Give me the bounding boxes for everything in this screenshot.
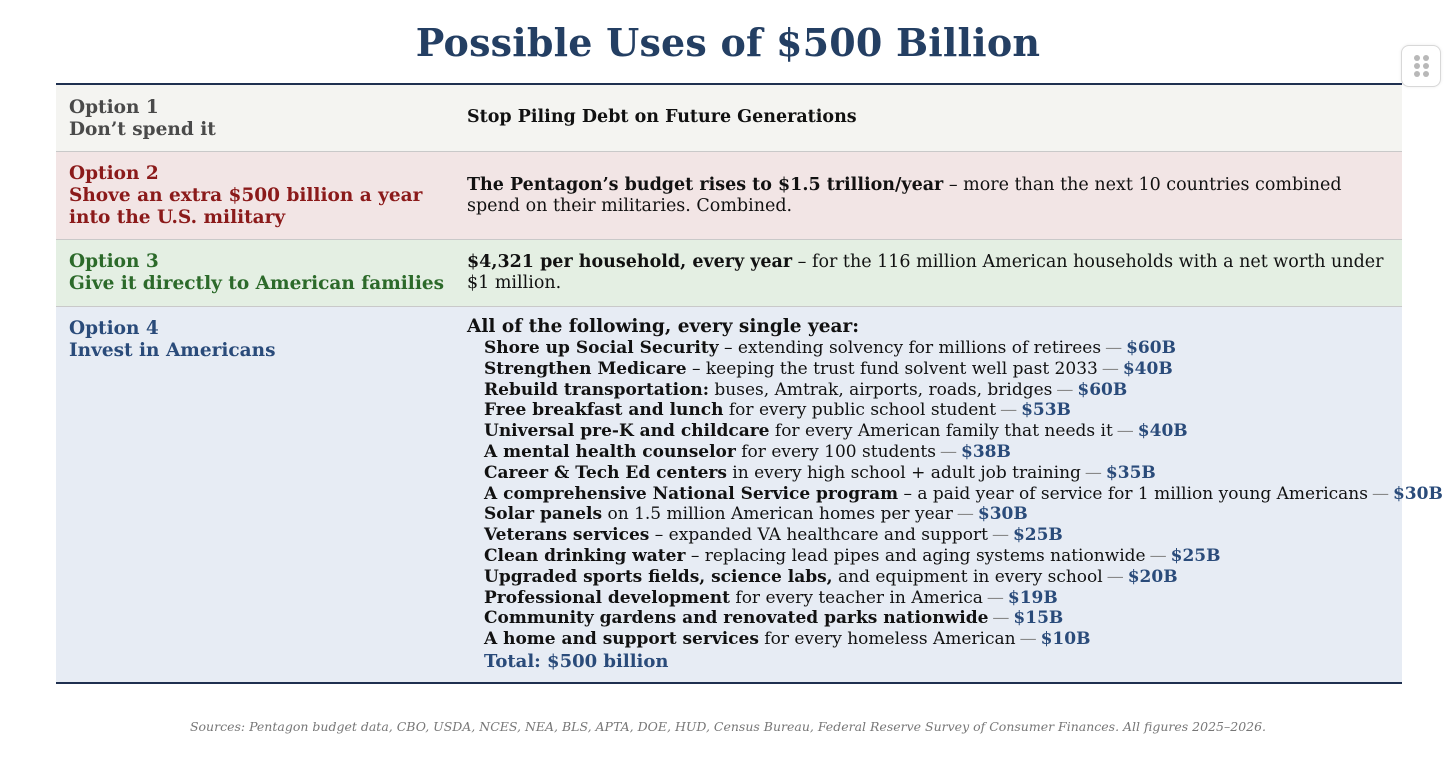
item-detail: for every public school student — [723, 400, 997, 421]
item-title: A home and support services — [484, 629, 759, 650]
option-headline: All of the following, every single year: — [467, 316, 860, 337]
list-item — [484, 588, 1387, 609]
item-amount: $15B — [1013, 608, 1064, 629]
item-title: Career & Tech Ed centers — [484, 462, 727, 483]
option-row-3 — [56, 240, 1402, 307]
item-detail: buses, Amtrak, airports, roads, bridges — [709, 379, 1053, 400]
list-item — [484, 380, 1387, 401]
dash-separator: — — [1056, 379, 1074, 400]
dash-separator: — — [991, 525, 1009, 546]
item-title: Upgraded sports fields, science labs, — [484, 566, 833, 587]
option-label — [69, 97, 216, 141]
item-title: A mental health counselor — [484, 441, 736, 462]
item-title: Strengthen Medicare — [484, 358, 687, 379]
item-detail: – a paid year of service for 1 million young Americans — [898, 483, 1368, 504]
item-detail: on 1.5 million American homes per year — [602, 504, 953, 525]
item-amount: $10B — [1040, 629, 1091, 650]
list-item — [484, 400, 1387, 421]
item-amount: $30B — [1392, 483, 1443, 504]
grid-dots-icon[interactable] — [1401, 45, 1441, 87]
item-detail: for every teacher in America — [730, 587, 983, 608]
option-headline: $4,321 per household, every year — [467, 252, 793, 272]
item-amount: $30B — [977, 504, 1028, 525]
list-item — [484, 608, 1387, 629]
item-detail: in every high school + adult job training — [726, 462, 1081, 483]
page-title: Possible Uses of $500 Billion — [415, 20, 1041, 65]
option-text: – for the 116 million American households with a net worth under $1 million. — [467, 252, 1384, 293]
item-detail: for every American family that needs it — [769, 421, 1113, 442]
dash-separator: — — [1084, 462, 1102, 483]
list-item — [484, 338, 1387, 359]
item-amount: $60B — [1126, 338, 1176, 358]
option-name: Shove an extra $500 billion a year into the U.S. military — [69, 185, 423, 228]
options-table — [56, 83, 1443, 684]
item-detail: and equipment in every school — [832, 566, 1103, 587]
dash-separator: — — [986, 587, 1004, 608]
option-name: Give it directly to American families — [69, 273, 445, 294]
list-item — [484, 442, 1387, 463]
item-amount: $60B — [1077, 379, 1128, 400]
sources-note: Sources: Pentagon budget data, CBO, USDA, NCES, NEA, BLS, APTA, DOE, HUD, Census Bureau, Federal Reserve Survey of Consumer Finances. All figures 2025–2026. — [189, 719, 1267, 734]
item-title: Shore up Social Security — [484, 338, 719, 358]
list-item — [484, 525, 1387, 546]
item-title: Free breakfast and lunch — [484, 400, 724, 421]
item-title: Universal pre-K and childcare — [484, 421, 770, 442]
option-row-4 — [56, 307, 1443, 682]
total-line: Total: $500 billion — [484, 650, 669, 672]
dash-separator: — — [1105, 338, 1123, 358]
dash-separator: — — [939, 441, 957, 462]
item-title: A comprehensive National Service program — [484, 483, 899, 504]
option-text: – more than the next 10 countries combined spend on their militaries. Combined. — [467, 175, 1342, 216]
item-amount: $53B — [1021, 400, 1071, 421]
option-row-2 — [56, 152, 1402, 240]
item-amount: $38B — [960, 441, 1011, 462]
item-amount: $20B — [1127, 566, 1178, 587]
item-detail: for every 100 students — [735, 441, 936, 462]
item-title: Veterans services — [484, 525, 650, 546]
item-detail: for every homeless American — [758, 629, 1016, 650]
option-label — [69, 251, 444, 295]
item-amount: $25B — [1170, 545, 1221, 566]
list-item — [484, 546, 1387, 567]
item-detail: – extending solvency for millions of retirees — [718, 338, 1102, 358]
item-title: Rebuild transportation: — [484, 379, 710, 400]
item-detail: – keeping the trust fund solvent well past 2033 — [686, 358, 1098, 379]
item-amount: $40B — [1137, 421, 1188, 442]
option-name: Don’t spend it — [69, 119, 216, 140]
option-headline: The Pentagon’s budget rises to $1.5 trillion/year — [467, 175, 944, 195]
item-detail: – expanded VA healthcare and support — [649, 525, 988, 546]
dash-separator: — — [956, 504, 974, 525]
item-title: Professional development — [484, 587, 730, 608]
item-amount: $35B — [1105, 462, 1156, 483]
option-headline: Stop Piling Debt on Future Generations — [467, 107, 857, 127]
option-label — [69, 163, 429, 229]
dash-separator: — — [1149, 545, 1167, 566]
option-description — [467, 175, 1387, 217]
option-number: Option 3 — [69, 251, 159, 272]
option-description — [467, 107, 1387, 128]
option-name: Invest in Americans — [69, 340, 276, 361]
item-title: Solar panels — [484, 504, 603, 525]
item-amount: $40B — [1122, 358, 1173, 379]
option-row-1 — [56, 85, 1402, 152]
item-amount: $25B — [1012, 525, 1063, 546]
list-item — [484, 421, 1387, 442]
list-item — [484, 359, 1387, 380]
option-number: Option 1 — [69, 97, 159, 118]
list-item — [484, 504, 1387, 525]
option-label — [69, 318, 276, 362]
dash-separator: — — [1101, 358, 1119, 379]
dash-separator: — — [992, 608, 1010, 629]
list-item — [484, 629, 1387, 650]
item-title: Clean drinking water — [484, 545, 686, 566]
dash-separator: — — [1116, 421, 1134, 442]
item-detail: – replacing lead pipes and aging systems nationwide — [685, 545, 1146, 566]
option-description — [467, 316, 1443, 674]
dash-separator: — — [1106, 566, 1124, 587]
dash-separator: — — [1000, 400, 1018, 421]
option-number: Option 4 — [69, 318, 159, 339]
dash-separator: — — [1371, 483, 1389, 504]
invest-list — [467, 338, 1443, 650]
option-description — [467, 252, 1387, 294]
item-amount: $19B — [1007, 587, 1058, 608]
dash-separator: — — [1019, 629, 1037, 650]
item-title: Community gardens and renovated parks nationwide — [484, 608, 989, 629]
list-item — [484, 483, 1443, 505]
list-item — [484, 463, 1387, 484]
list-item — [484, 567, 1387, 588]
option-number: Option 2 — [69, 163, 159, 184]
